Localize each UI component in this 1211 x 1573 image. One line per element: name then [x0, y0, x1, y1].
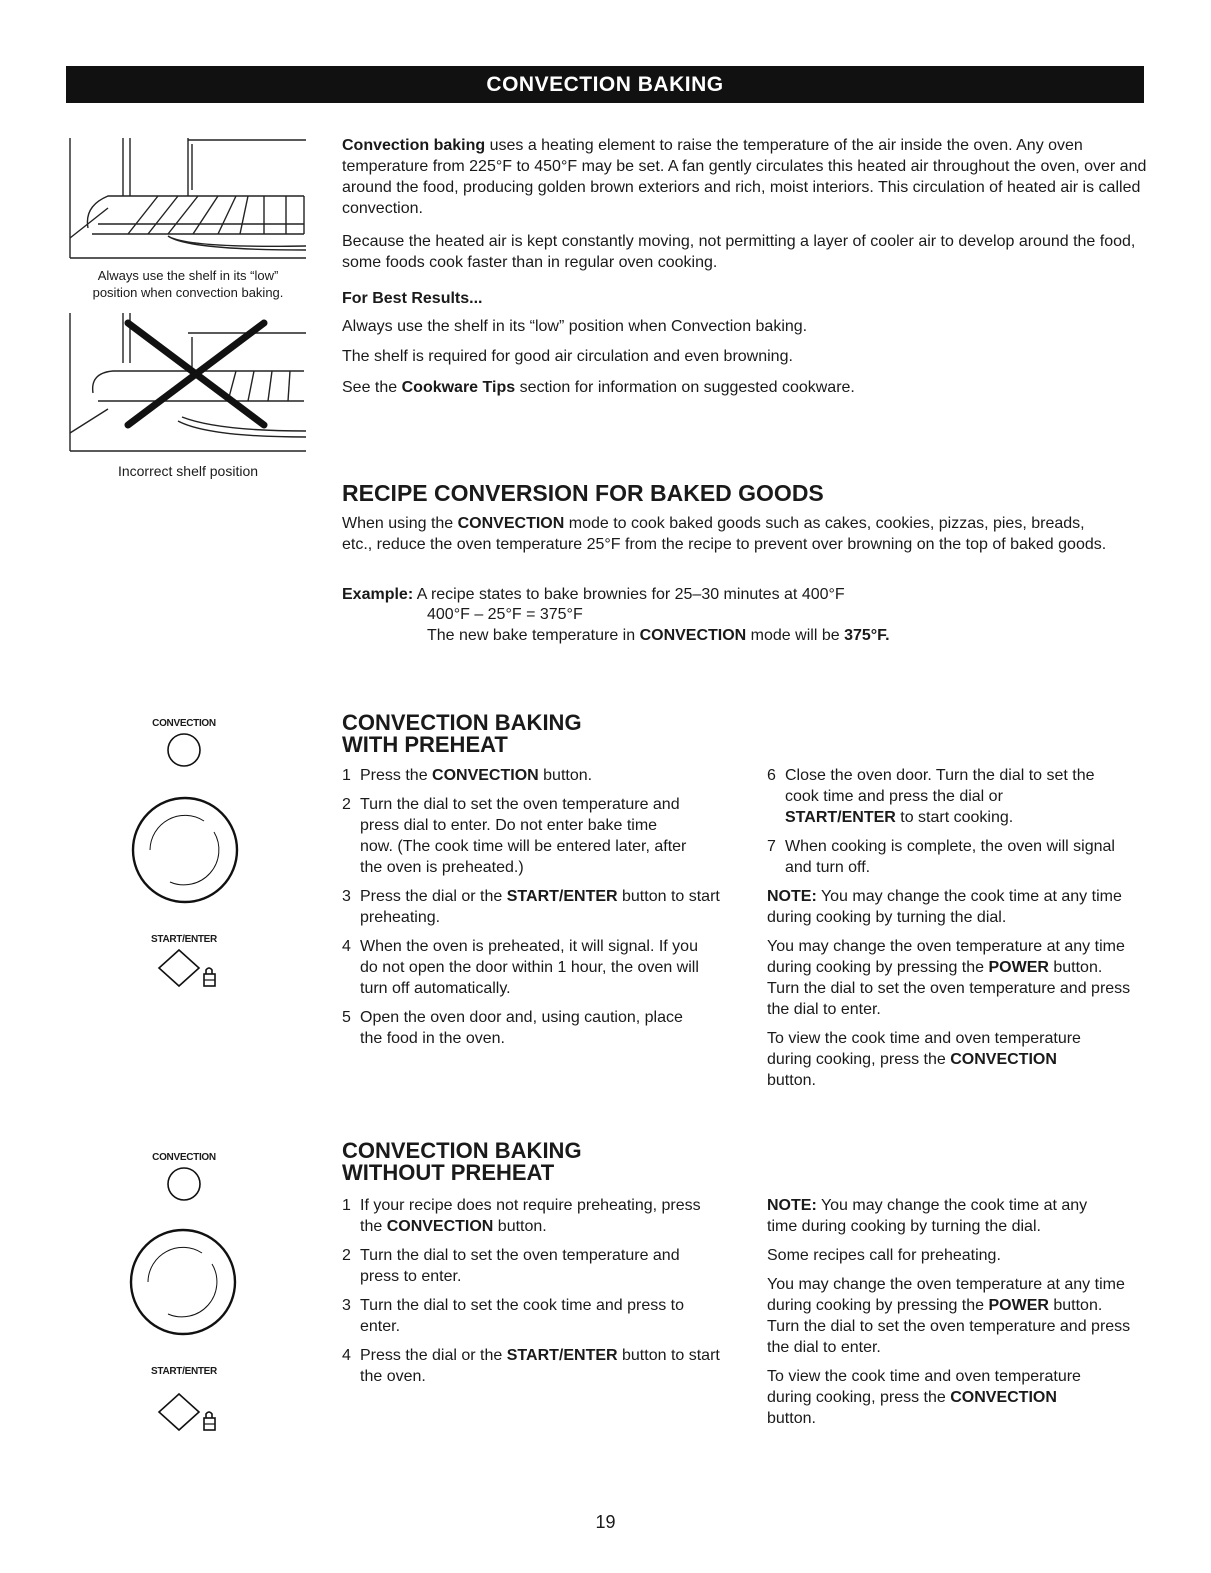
best-heading-text: For Best Results...	[342, 290, 483, 307]
best-results-3	[342, 377, 1147, 398]
step-2	[342, 1245, 722, 1287]
intro-lead: Convection baking	[342, 137, 486, 154]
text: mode will be	[746, 627, 845, 644]
recipe-heading: RECIPE CONVERSION FOR BAKED GOODS	[342, 480, 824, 506]
convection-button-label: CONVECTION	[152, 718, 216, 729]
step-2	[342, 794, 722, 878]
temperature-paragraph	[767, 1274, 1137, 1358]
correct-shelf-caption	[68, 267, 308, 301]
text: button to start preheating.	[360, 888, 720, 926]
text: CONVECTION	[457, 515, 565, 532]
temperature-paragraph	[767, 936, 1137, 1020]
text: POWER	[988, 1297, 1049, 1314]
text: You may change the cook time at any time during cooking by turning the dial.	[767, 1197, 1088, 1235]
note-label: NOTE:	[767, 1197, 817, 1214]
step-3	[342, 886, 722, 928]
text: A recipe states to bake brownies for 25–30 minutes at 400°F	[413, 586, 845, 603]
step-text: Turn the dial to set the oven temperature and press to enter.	[360, 1247, 680, 1285]
step-number: 3	[342, 1297, 351, 1314]
text: Press the dial or the	[360, 888, 507, 905]
text: To view the cook time and oven temperature during cooking, press the	[767, 1030, 1081, 1068]
intro-text: uses a heating element to raise the temperature of the air inside the oven. Any oven temperature from 225°F to 450°F may be set. A fan gently circulates this heated air throughout the oven, over and around the food, producing golden brown exteriors and rich, moist interiors. This circulation of heated air is called convection.	[342, 137, 1147, 217]
dial-icon	[128, 1212, 238, 1352]
step-text: Turn the dial to set the oven temperature and press dial to enter. Do not enter bake time now. (The cook time will be entered later, after the oven is preheated.)	[360, 796, 687, 876]
with-preheat-steps-right	[767, 765, 1137, 878]
caption-line: position when convection baking.	[92, 285, 284, 300]
text: See the	[342, 379, 402, 396]
step-5	[342, 1007, 722, 1049]
text: CONVECTION	[950, 1389, 1057, 1406]
text: to start cooking.	[895, 809, 1014, 826]
start-enter-diamond-icon	[157, 948, 227, 990]
caption-line: Always use the shelf in its “low”	[97, 268, 279, 283]
step-number: 1	[342, 767, 351, 784]
text: section for information on suggested cookware.	[515, 379, 855, 396]
step-4	[342, 1345, 722, 1387]
step-text	[360, 765, 722, 786]
step-number: 4	[342, 1347, 351, 1364]
text: 375°F.	[844, 627, 890, 644]
best-results-heading	[342, 288, 482, 309]
incorrect-shelf-illustration	[68, 313, 308, 455]
convection-button-icon	[164, 730, 204, 770]
without-preheat-column-right	[767, 1195, 1137, 1437]
step-number: 2	[342, 796, 351, 813]
without-preheat-steps	[342, 1195, 722, 1395]
step-text	[360, 1195, 722, 1237]
start-enter-label: START/ENTER	[151, 1366, 217, 1377]
convection-button-label: CONVECTION	[152, 1152, 216, 1163]
text: START/ENTER	[785, 809, 896, 826]
step-number: 4	[342, 938, 351, 955]
convection-button-icon	[164, 1164, 204, 1204]
text: You may change the cook time at any time during cooking by turning the dial.	[767, 888, 1122, 926]
text: You may change the oven temperature at any time during cooking by pressing the	[767, 938, 1125, 976]
text: If your recipe does not require preheating, press the	[360, 1197, 701, 1235]
step-text: When cooking is complete, the oven will signal and turn off.	[785, 838, 1115, 876]
text: Close the oven door. Turn the dial to set the cook time and press the dial or	[785, 767, 1095, 805]
step-text	[360, 1345, 722, 1387]
best-results-1: Always use the shelf in its “low” position when Convection baking.	[342, 318, 808, 335]
step-text: When the oven is preheated, it will signal. If you do not open the door within 1 hour, the oven will turn off automatically.	[360, 938, 699, 997]
step-number: 5	[342, 1009, 351, 1026]
text: CONVECTION	[432, 767, 539, 784]
heading-line: CONVECTION BAKING	[342, 1138, 582, 1163]
text: START/ENTER	[506, 1347, 618, 1364]
view-paragraph	[767, 1366, 1137, 1429]
step-6	[767, 765, 1137, 828]
start-enter-label: START/ENTER	[151, 934, 217, 945]
intro-paragraph	[342, 135, 1147, 219]
example-line-2: 400°F – 25°F = 375°F	[427, 606, 583, 623]
step-number: 2	[342, 1247, 351, 1264]
note-paragraph	[767, 886, 1137, 928]
step-text	[785, 765, 1137, 828]
step-number: 7	[767, 838, 776, 855]
text: button.	[767, 1072, 816, 1089]
with-preheat-heading	[342, 712, 582, 756]
text: button.	[538, 767, 593, 784]
intro-paragraph-2: Because the heated air is kept constantly moving, not permitting a layer of cooler air to develop around the food, some foods cook faster than in regular oven cooking.	[342, 233, 1136, 271]
example-line-1	[342, 584, 1142, 605]
step-number: 3	[342, 888, 351, 905]
step-number: 6	[767, 767, 776, 784]
text: POWER	[988, 959, 1049, 976]
step-text: Turn the dial to set the cook time and press to enter.	[360, 1297, 685, 1335]
start-enter-diamond-icon	[157, 1392, 227, 1434]
step-7	[767, 836, 1137, 878]
text: button.	[767, 1410, 816, 1427]
text: You may change the oven temperature at any time during cooking by pressing the	[767, 1276, 1125, 1314]
text: button to start the oven.	[360, 1347, 720, 1385]
heading-line: CONVECTION BAKING	[342, 710, 582, 735]
step-text: Open the oven door and, using caution, place the food in the oven.	[360, 1009, 683, 1047]
step-3	[342, 1295, 722, 1337]
correct-shelf-illustration	[68, 138, 308, 264]
text: CONVECTION	[639, 627, 747, 644]
recipes-paragraph: Some recipes call for preheating.	[767, 1247, 1001, 1264]
section-banner: CONVECTION BAKING	[66, 66, 1144, 103]
heading-line: WITH PREHEAT	[342, 732, 508, 757]
text: button. Turn the dial to set the oven temperature and press the dial to enter.	[767, 1297, 1131, 1356]
heading-line: WITHOUT PREHEAT	[342, 1160, 555, 1185]
note-label: NOTE:	[767, 888, 817, 905]
incorrect-shelf-caption: Incorrect shelf position	[117, 463, 259, 479]
text: Press the dial or the	[360, 1347, 507, 1364]
step-4	[342, 936, 722, 999]
text: CONVECTION	[386, 1218, 494, 1235]
text: CONVECTION	[950, 1051, 1057, 1068]
text: button. Turn the dial to set the oven temperature and press the dial to enter.	[767, 959, 1131, 1018]
without-preheat-heading	[342, 1140, 582, 1184]
text: START/ENTER	[506, 888, 618, 905]
text: Press the	[360, 767, 433, 784]
step-1	[342, 765, 722, 786]
with-preheat-steps-left	[342, 765, 722, 1057]
text: To view the cook time and oven temperature during cooking, press the	[767, 1368, 1081, 1406]
view-paragraph	[767, 1028, 1137, 1091]
example-line-3	[427, 625, 1127, 646]
text: The new bake temperature in	[427, 627, 640, 644]
step-text	[360, 886, 722, 928]
recipe-paragraph	[342, 513, 1112, 555]
text: mode to cook baked goods such as cakes, cookies, pizzas, pies, breads, etc., reduce the oven temperature 25°F from the recipe to prevent over browning on the top of baked goods.	[342, 515, 1107, 553]
cookware-tips-ref: Cookware Tips	[401, 379, 516, 396]
page-number: 19	[595, 1512, 616, 1532]
step-1	[342, 1195, 722, 1237]
text: When using the	[342, 515, 458, 532]
example-label: Example:	[342, 586, 414, 603]
dial-icon	[130, 780, 240, 920]
step-number: 1	[342, 1197, 351, 1214]
text: button.	[493, 1218, 547, 1235]
with-preheat-column-right	[767, 765, 1137, 1099]
best-results-2: The shelf is required for good air circulation and even browning.	[342, 348, 793, 365]
note-paragraph	[767, 1195, 1137, 1237]
